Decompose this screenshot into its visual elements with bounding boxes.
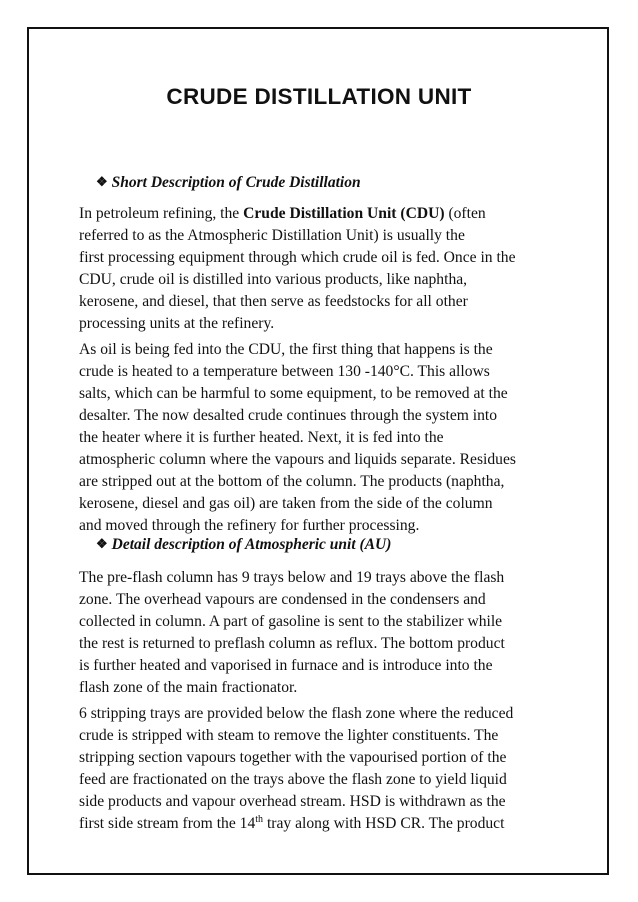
text-line: is further heated and vaporised in furnace and is introduce into the bbox=[79, 657, 493, 674]
text-line: salts, which can be harmful to some equipment, to be removed at the bbox=[79, 385, 508, 402]
text-line: the rest is returned to preflash column as reflux. The bottom product bbox=[79, 635, 505, 652]
text-line: In petroleum refining, the Crude Distillation Unit (CDU) (often bbox=[79, 205, 486, 222]
text-line: side products and vapour overhead stream. HSD is withdrawn as the bbox=[79, 793, 506, 810]
text-line: the heater where it is further heated. Next, it is fed into the bbox=[79, 429, 444, 446]
text-line: flash zone of the main fractionator. bbox=[79, 679, 298, 696]
text-line: CDU, crude oil is distilled into various products, like naphtha, bbox=[79, 271, 468, 288]
section-heading-detail-description bbox=[96, 536, 391, 554]
text-line: desalter. The now desalted crude continues through the system into bbox=[79, 407, 498, 424]
text-line: As oil is being fed into the CDU, the first thing that happens is the bbox=[79, 341, 493, 358]
text-line: zone. The overhead vapours are condensed in the condensers and bbox=[79, 591, 486, 608]
text-line: and moved through the refinery for further processing. bbox=[79, 517, 420, 534]
page-title: CRUDE DISTILLATION UNIT bbox=[166, 84, 472, 109]
emphasis-cdu: Crude Distillation Unit (CDU) bbox=[243, 205, 445, 222]
text-line: atmospheric column where the vapours and liquids separate. Residues bbox=[79, 451, 516, 468]
section-heading-text: Detail description of Atmospheric unit (AU) bbox=[111, 536, 392, 553]
paragraph-cdu-process bbox=[79, 339, 561, 537]
diamond-bullet-icon: ❖ bbox=[96, 174, 108, 189]
text-line: processing units at the refinery. bbox=[79, 315, 275, 332]
text-line: kerosene, diesel and gas oil) are taken from the side of the column bbox=[79, 495, 493, 512]
text-line: first side stream from the 14th tray along with HSD CR. The product bbox=[79, 813, 505, 832]
text-line: crude is heated to a temperature between 130 -140°C. This allows bbox=[79, 363, 490, 380]
text-line: 6 stripping trays are provided below the flash zone where the reduced bbox=[79, 705, 514, 722]
text-line: collected in column. A part of gasoline is sent to the stabilizer while bbox=[79, 613, 503, 630]
paragraph-cdu-intro bbox=[79, 203, 561, 335]
text-line: referred to as the Atmospheric Distillation Unit) is usually the bbox=[79, 227, 465, 244]
text-line: stripping section vapours together with the vapourised portion of the bbox=[79, 749, 507, 766]
section-heading-short-description bbox=[96, 174, 361, 192]
text-line: feed are fractionated on the trays above the flash zone to yield liquid bbox=[79, 771, 507, 788]
text-line: crude is stripped with steam to remove the lighter constituents. The bbox=[79, 727, 499, 744]
diamond-bullet-icon: ❖ bbox=[96, 536, 108, 551]
text-line: kerosene, and diesel, that then serve as feedstocks for all other bbox=[79, 293, 468, 310]
paragraph-stripping-trays bbox=[79, 703, 561, 835]
text-line: first processing equipment through which crude oil is fed. Once in the bbox=[79, 249, 516, 266]
text-line: The pre-flash column has 9 trays below and 19 trays above the flash bbox=[79, 569, 505, 586]
superscript-th: th bbox=[255, 813, 264, 825]
text-line: are stripped out at the bottom of the column. The products (naphtha, bbox=[79, 473, 505, 490]
section-heading-text: Short Description of Crude Distillation bbox=[111, 174, 361, 191]
paragraph-preflash-column bbox=[79, 567, 561, 699]
